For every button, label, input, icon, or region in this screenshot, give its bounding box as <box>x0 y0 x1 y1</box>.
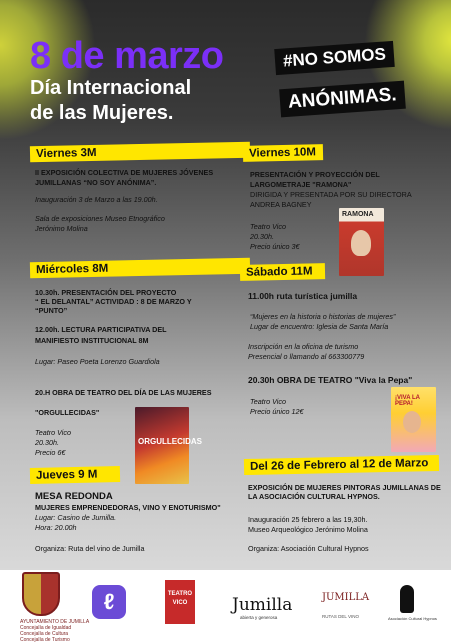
viernes10-venue: Teatro Vico <box>250 222 286 231</box>
stamp-anonimas: ANÓNIMAS. <box>279 81 405 118</box>
miercoles8-price: Precio 6€ <box>35 448 66 457</box>
viernes3-title: II EXPOSICIÓN COLECTIVA DE MUJERES JÓVENES JUMILLANAS “NO SOY ANÓNIMA”. <box>35 168 214 187</box>
viernes10-director-line1: DIRIGIDA Y PRESENTADA POR SU DIRECTORA <box>250 190 412 199</box>
heading-sabado-11m: Sábado 11M <box>240 263 325 281</box>
rutas-del-vino-logo: JUMILLA <box>322 592 370 603</box>
poster-subtitle <box>30 76 191 126</box>
ramona-poster-label: RAMONA <box>342 211 374 218</box>
viernes3-inaug: Inauguración 3 de Marzo a las 19.00h. <box>35 195 158 204</box>
ayuntamiento-line-3: Concejalía de Cultura <box>20 631 69 637</box>
miercoles8-item2-line2: MANIFIESTO INSTITUCIONAL 8M <box>35 336 149 345</box>
feb26-museum: Museo Arqueológico Jerónimo Molina <box>248 525 368 534</box>
rutas-del-vino-subtitle: RUTAS DEL VINO <box>322 614 360 619</box>
feb26-inauguration: Inauguración 25 febrero a las 19,30h. <box>248 515 368 524</box>
teatro-vico-line-2: VICO <box>172 600 188 606</box>
poster-title: 8 de marzo <box>30 35 224 77</box>
miercoles8-item1-line3: “PUNTO” <box>35 306 68 315</box>
viernes3-place-2: Jerónimo Molina <box>35 224 88 233</box>
stamp-no-somos: #NO SOMOS <box>274 41 394 75</box>
sabado11-inscription-2: Presencial o llamando al 663300779 <box>248 352 365 361</box>
heading-miercoles-8m: Miércoles 8M <box>30 258 250 279</box>
ayuntamiento-label <box>20 619 89 643</box>
miercoles8-item1-line1: 10.30h. PRESENTACIÓN DEL PROYECTO <box>35 288 177 297</box>
sabado11-venue: Teatro Vico <box>250 397 286 406</box>
jueves9-subtitle: MUJERES EMPRENDEDORAS, VINO Y ENOTURISMO" <box>35 503 221 512</box>
sabado11-play: 20.30h OBRA DE TEATRO "Viva la Pepa" <box>248 375 413 385</box>
viernes3-place-1: Sala de exposiciones Museo Etnográfico <box>35 214 165 223</box>
igualdad-logo-icon: ℓ <box>92 585 126 619</box>
sabado11-route: 11.00h ruta turística jumilla <box>248 291 358 301</box>
sabado11-quote: “Mujeres en la historia o historias de mujeres” <box>250 312 396 321</box>
miercoles8-venue: Teatro Vico <box>35 428 71 437</box>
viva-la-pepa-poster-image <box>391 387 436 452</box>
viernes10-title-line2: LARGOMETRAJE "RAMONA" <box>250 180 352 189</box>
orgullecidas-poster-label: ORGULLECIDAS <box>138 437 202 446</box>
feb26-title-line1: EXPOSICIÓN DE MUJERES PINTORAS JUMILLANAS DE <box>248 483 441 492</box>
ayuntamiento-line-4: Concejalía de Turismo <box>20 637 70 643</box>
jueves9-place: Lugar: Casino de Jumilla. <box>35 513 117 522</box>
miercoles8-item2-line1: 12.00h. LECTURA PARTICIPATIVA DEL <box>35 325 167 334</box>
viernes10-time: 20.30h. <box>250 232 274 241</box>
viernes10-director-line2: ANDREA BAGNEY <box>250 200 312 209</box>
feb26-organizer: Organiza: Asociación Cultural Hypnos <box>248 544 369 553</box>
viva-la-pepa-portrait <box>403 411 421 433</box>
jumilla-tourism-logo: Jumilla <box>232 595 293 615</box>
sabado11-inscription-1: Inscripción en la oficina de turismo <box>248 342 359 351</box>
jueves9-title: MESA REDONDA <box>35 491 113 502</box>
heading-jueves-9m: Jueves 9 M <box>30 466 120 484</box>
feb26-title-line2: LA ASOCIACIÓN CULTURAL HYPNOS. <box>248 492 380 501</box>
miercoles8-item1-line2: “ EL DELANTAL” ACTIVIDAD : 8 DE MARZO Y <box>35 297 192 306</box>
ayuntamiento-line-2: Concejalía de Igualdad <box>20 625 72 631</box>
miercoles8-play: "ORGULLECIDAS" <box>35 408 100 417</box>
jueves9-organizer: Organiza: Ruta del vino de Jumilla <box>35 544 145 553</box>
orgullecidas-poster-image <box>135 407 202 484</box>
teatro-vico-line-1: TEATRO <box>167 591 193 597</box>
viva-la-pepa-poster-label: ¡VIVA LA PEPA! <box>395 395 420 407</box>
jumilla-coat-of-arms-icon <box>22 572 60 616</box>
viernes10-title-line1: PRESENTACIÓN Y PROYECCIÓN DEL <box>250 170 380 179</box>
heading-viernes-10m: Viernes 10M <box>243 144 323 162</box>
jueves9-time: Hora: 20.00h <box>35 523 77 532</box>
miercoles8-item3: 20.H OBRA DE TEATRO DEL DÍA DE LAS MUJERES <box>35 388 212 397</box>
hypnos-association-label: Asociación Cultural Hypnos <box>388 616 437 621</box>
sabado11-price: Precio único 12€ <box>250 407 304 416</box>
subtitle-line-1: Día Internacional <box>30 77 192 99</box>
sabado11-meeting-point: Lugar de encuentro: Iglesia de Santa María <box>250 322 389 331</box>
subtitle-line-2: de las Mujeres. <box>30 102 174 124</box>
heading-del-26-febrero: Del 26 de Febrero al 12 de Marzo <box>244 455 439 475</box>
hypnos-silhouette-icon <box>400 585 414 613</box>
heading-viernes-3m: Viernes 3M <box>30 142 250 163</box>
miercoles8-time: 20.30h. <box>35 438 59 447</box>
jumilla-tourism-tagline: abierta y generosa <box>240 615 278 620</box>
ramona-portrait <box>351 230 371 256</box>
miercoles8-place: Lugar: Paseo Poeta Lorenzo Guardiola <box>35 357 160 366</box>
viernes10-price: Precio único 3€ <box>250 242 300 251</box>
ayuntamiento-line-1: AYUNTAMIENTO DE JUMILLA <box>20 619 90 625</box>
ramona-poster-image <box>339 208 384 276</box>
teatro-vico-logo <box>165 580 195 624</box>
